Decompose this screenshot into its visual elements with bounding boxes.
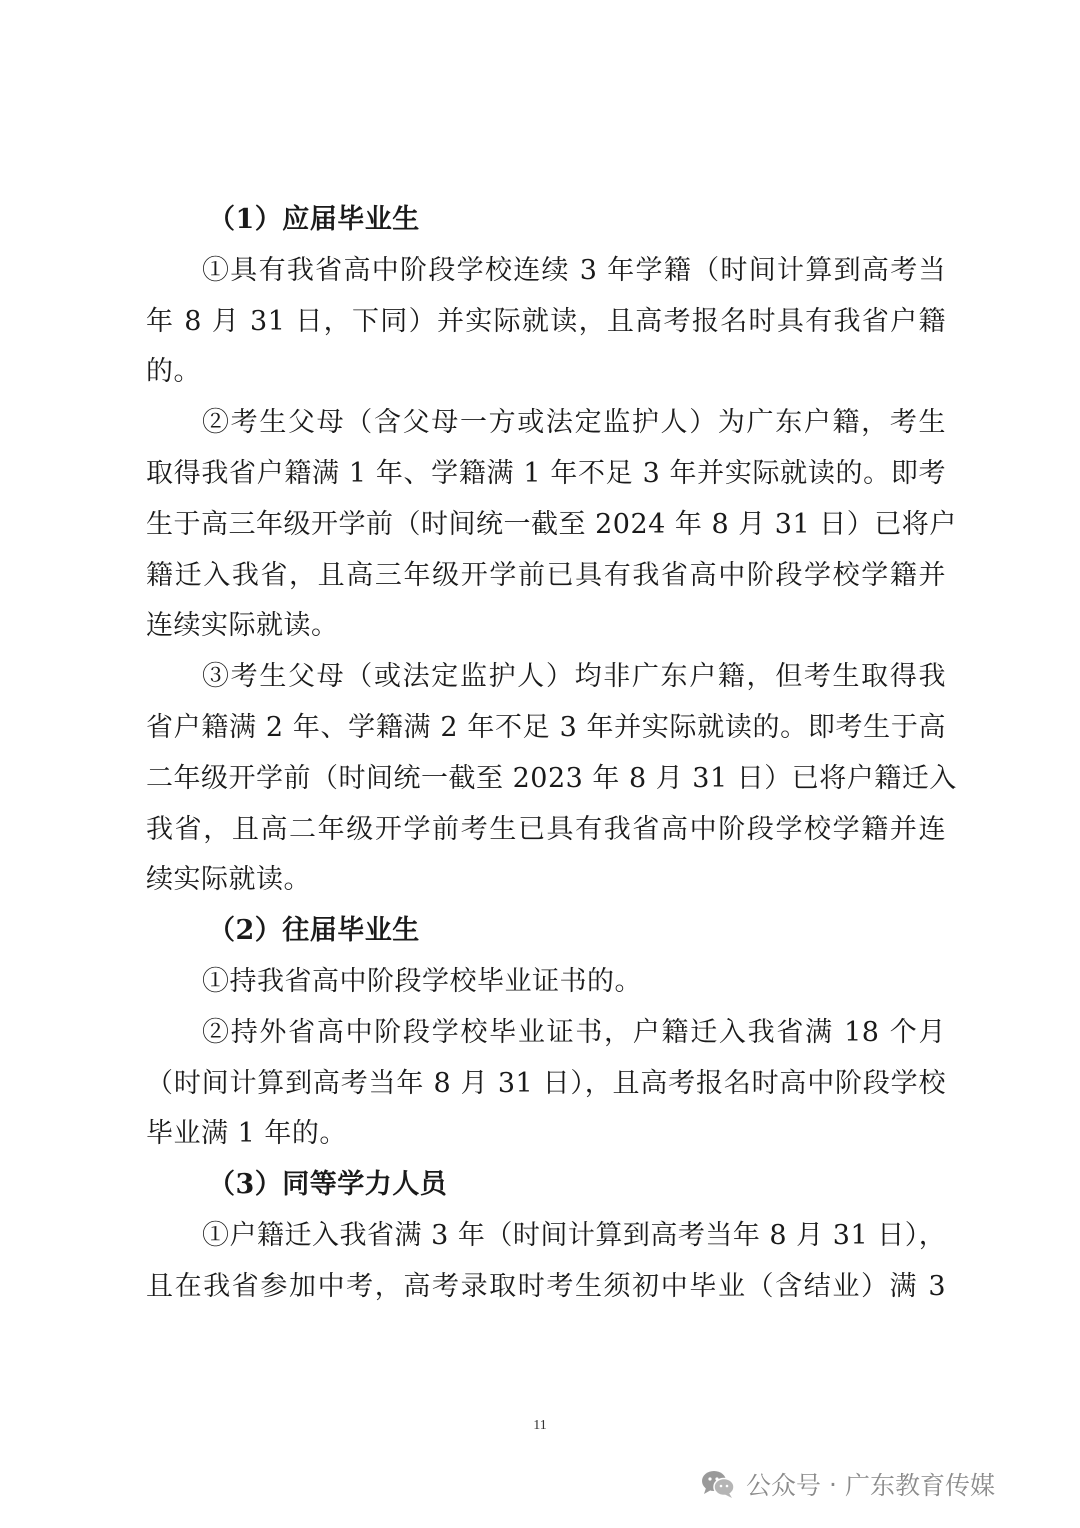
paragraph-line: ③考生父母（或法定监护人）均非广东户籍，但考生取得我	[202, 661, 946, 693]
paragraph-line: 且在我省参加中考，高考录取时考生须初中毕业（含结业）满 3	[146, 1270, 946, 1302]
paragraph-line: 毕业满 1 年的。	[146, 1118, 347, 1150]
paragraph-line: 的。	[146, 356, 201, 388]
paragraph-line: 生于高三年级开学前（时间统一截至 2024 年 8 月 31 日）已将户	[146, 508, 957, 540]
paragraph-line: ②考生父母（含父母一方或法定监护人）为广东户籍，考生	[202, 407, 946, 439]
paragraph-line: ①具有我省高中阶段学校连续 3 年学籍（时间计算到高考当	[202, 254, 946, 286]
wechat-watermark	[700, 1462, 995, 1506]
wechat-icon	[700, 1469, 736, 1499]
section-heading: （2）往届毕业生	[208, 915, 420, 947]
paragraph-line: ①持我省高中阶段学校毕业证书的。	[202, 965, 642, 997]
paragraph-line: ②持外省高中阶段学校毕业证书，户籍迁入我省满 18 个月	[202, 1016, 946, 1048]
paragraph-line: （时间计算到高考当年 8 月 31 日），且高考报名时高中阶段学校	[146, 1067, 946, 1099]
paragraph-line: 我省，且高二年级开学前考生已具有我省高中阶段学校学籍并连	[146, 813, 946, 845]
paragraph-line: 续实际就读。	[146, 864, 311, 896]
page-number: 11	[533, 1418, 547, 1433]
section-heading: （1）应届毕业生	[208, 204, 420, 235]
document-body	[146, 195, 957, 1313]
section-heading: （3）同等学力人员	[208, 1169, 448, 1201]
paragraph-line: 取得我省户籍满 1 年、学籍满 1 年不足 3 年并实际就读的。即考	[146, 457, 946, 489]
paragraph-line: ①户籍迁入我省满 3 年（时间计算到高考当年 8 月 31 日），	[202, 1219, 947, 1251]
paragraph-line: 省户籍满 2 年、学籍满 2 年不足 3 年并实际就读的。即考生于高	[146, 711, 946, 743]
paragraph-line: 连续实际就读。	[146, 610, 339, 642]
watermark-label: 公众号	[746, 1471, 822, 1500]
watermark-account: 广东教育传媒	[844, 1471, 995, 1500]
paragraph-line: 二年级开学前（时间统一截至 2023 年 8 月 31 日）已将户籍迁入	[146, 762, 957, 794]
paragraph-line: 籍迁入我省，且高三年级开学前已具有我省高中阶段学校学籍并	[146, 559, 946, 591]
watermark-separator: ·	[829, 1469, 837, 1499]
paragraph-line: 年 8 月 31 日，下同）并实际就读，且高考报名时具有我省户籍	[146, 305, 946, 337]
